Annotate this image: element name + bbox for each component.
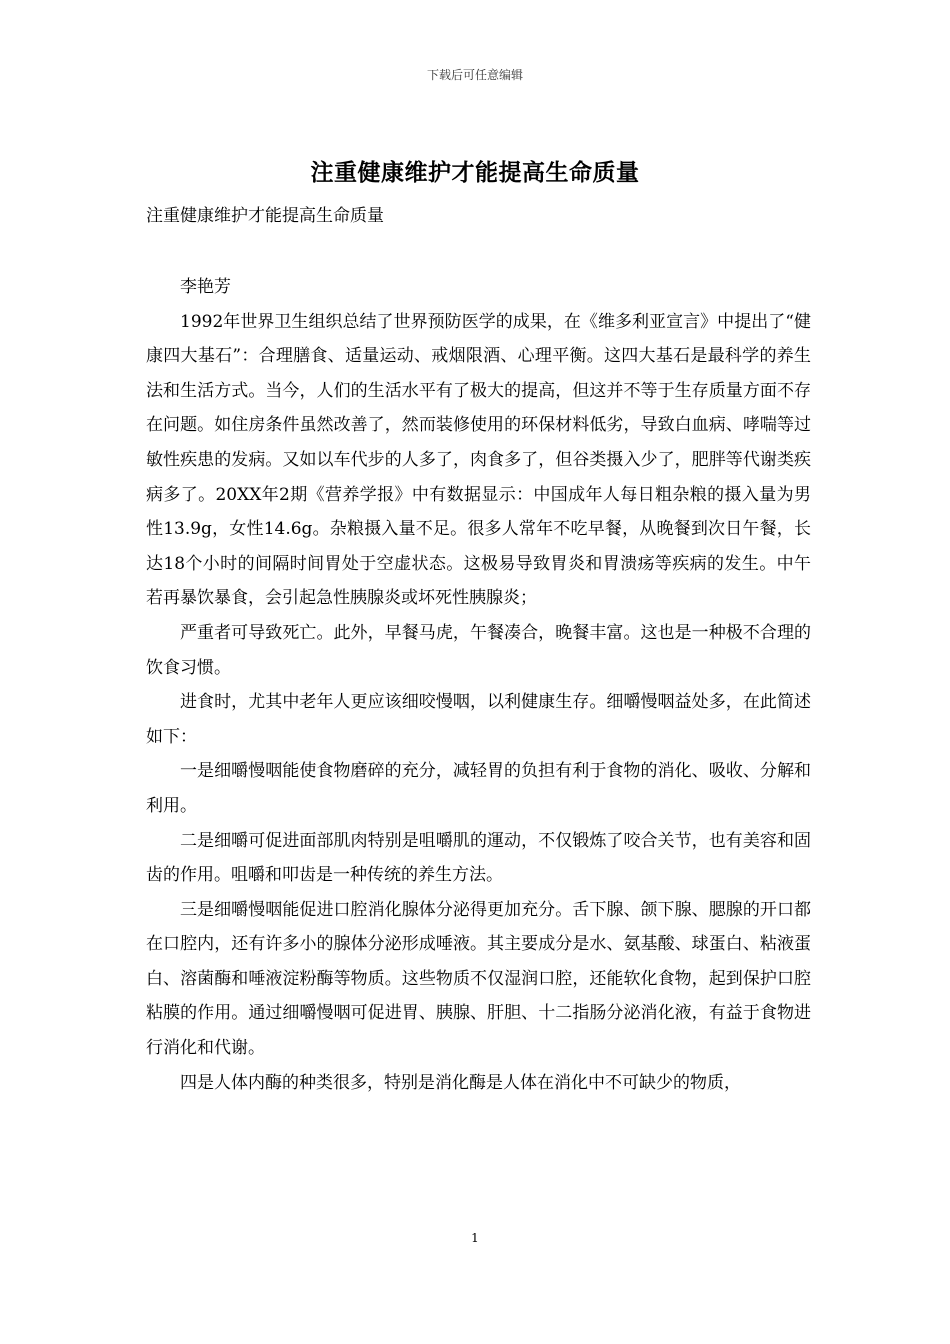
document-title: 注重健康维护才能提高生命质量 [310, 160, 640, 186]
document-body [146, 270, 811, 1100]
body-paragraph: 1992年世界卫生组织总结了世界预防医学的成果，在《维多利亚宣言》中提出了“健康四大基石”：合理膳食、适量运动、戒烟限酒、心理平衡。这四大基石是最科学的养生法和生活方式。当今，人们的生活水平有了极大的提高，但这并不等于生存质量方面不存在问题。如住房条件虽然改善了，然而装修使用的环保材料低劣，导致白血病、哮喘等过敏性疾患的发病。又如以车代步的人多了，肉食多了，但谷类摄入少了，肥胖等代谢类疾病多了。20XX年2期《营养学报》中有数据显示：中国成年人每日粗杂粮的摄入量为男性13.9g，女性14.6g。杂粮摄入量不足。很多人常年不吃早餐，从晚餐到次日午餐，长达18个小时的间隔时间胃处于空虚状态。这极易导致胃炎和胃溃疡等疾病的发生。中午若再暴饮暴食，会引起急性胰腺炎或坏死性胰腺炎； [146, 311, 811, 609]
document-subtitle: 注重健康维护才能提高生命质量 [146, 206, 384, 226]
body-paragraph: 严重者可导致死亡。此外，早餐马虎，午餐凑合，晚餐丰富。这也是一种极不合理的饮食习惯。 [146, 622, 811, 678]
author-line: 李艳芳 [180, 277, 231, 297]
page-header: 下载后可任意编辑 [426, 68, 523, 82]
page-number: 1 [471, 1231, 479, 1245]
body-paragraph: 四是人体内酶的种类很多，特别是消化酶是人体在消化中不可缺少的物质， [180, 1072, 741, 1093]
body-paragraph: 一是细嚼慢咽能使食物磨碎的充分，减轻胃的负担有利于食物的消化、吸收、分解和利用。 [146, 761, 811, 816]
body-paragraph: 进食时，尤其中老年人更应该细咬慢咽，以利健康生存。细嚼慢咽益处多，在此简述如下： [146, 692, 811, 747]
body-paragraph: 三是细嚼慢咽能促进口腔消化腺体分泌得更加充分。舌下腺、颌下腺、腮腺的开口都在口腔内，还有许多小的腺体分泌形成唾液。其主要成分是水、氨基酸、球蛋白、粘液蛋白、溶菌酶和唾液淀粉酶等物质。这些物质不仅湿润口腔，还能软化食物，起到保护口腔粘膜的作用。通过细嚼慢咽可促进胃、胰腺、肝胆、十二指肠分泌消化液，有益于食物进行消化和代谢。 [146, 899, 811, 1059]
body-paragraph: 二是细嚼可促进面部肌肉特别是咀嚼肌的運动，不仅锻炼了咬合关节，也有美容和固齿的作用。咀嚼和叩齿是一种传统的养生方法。 [146, 830, 811, 886]
